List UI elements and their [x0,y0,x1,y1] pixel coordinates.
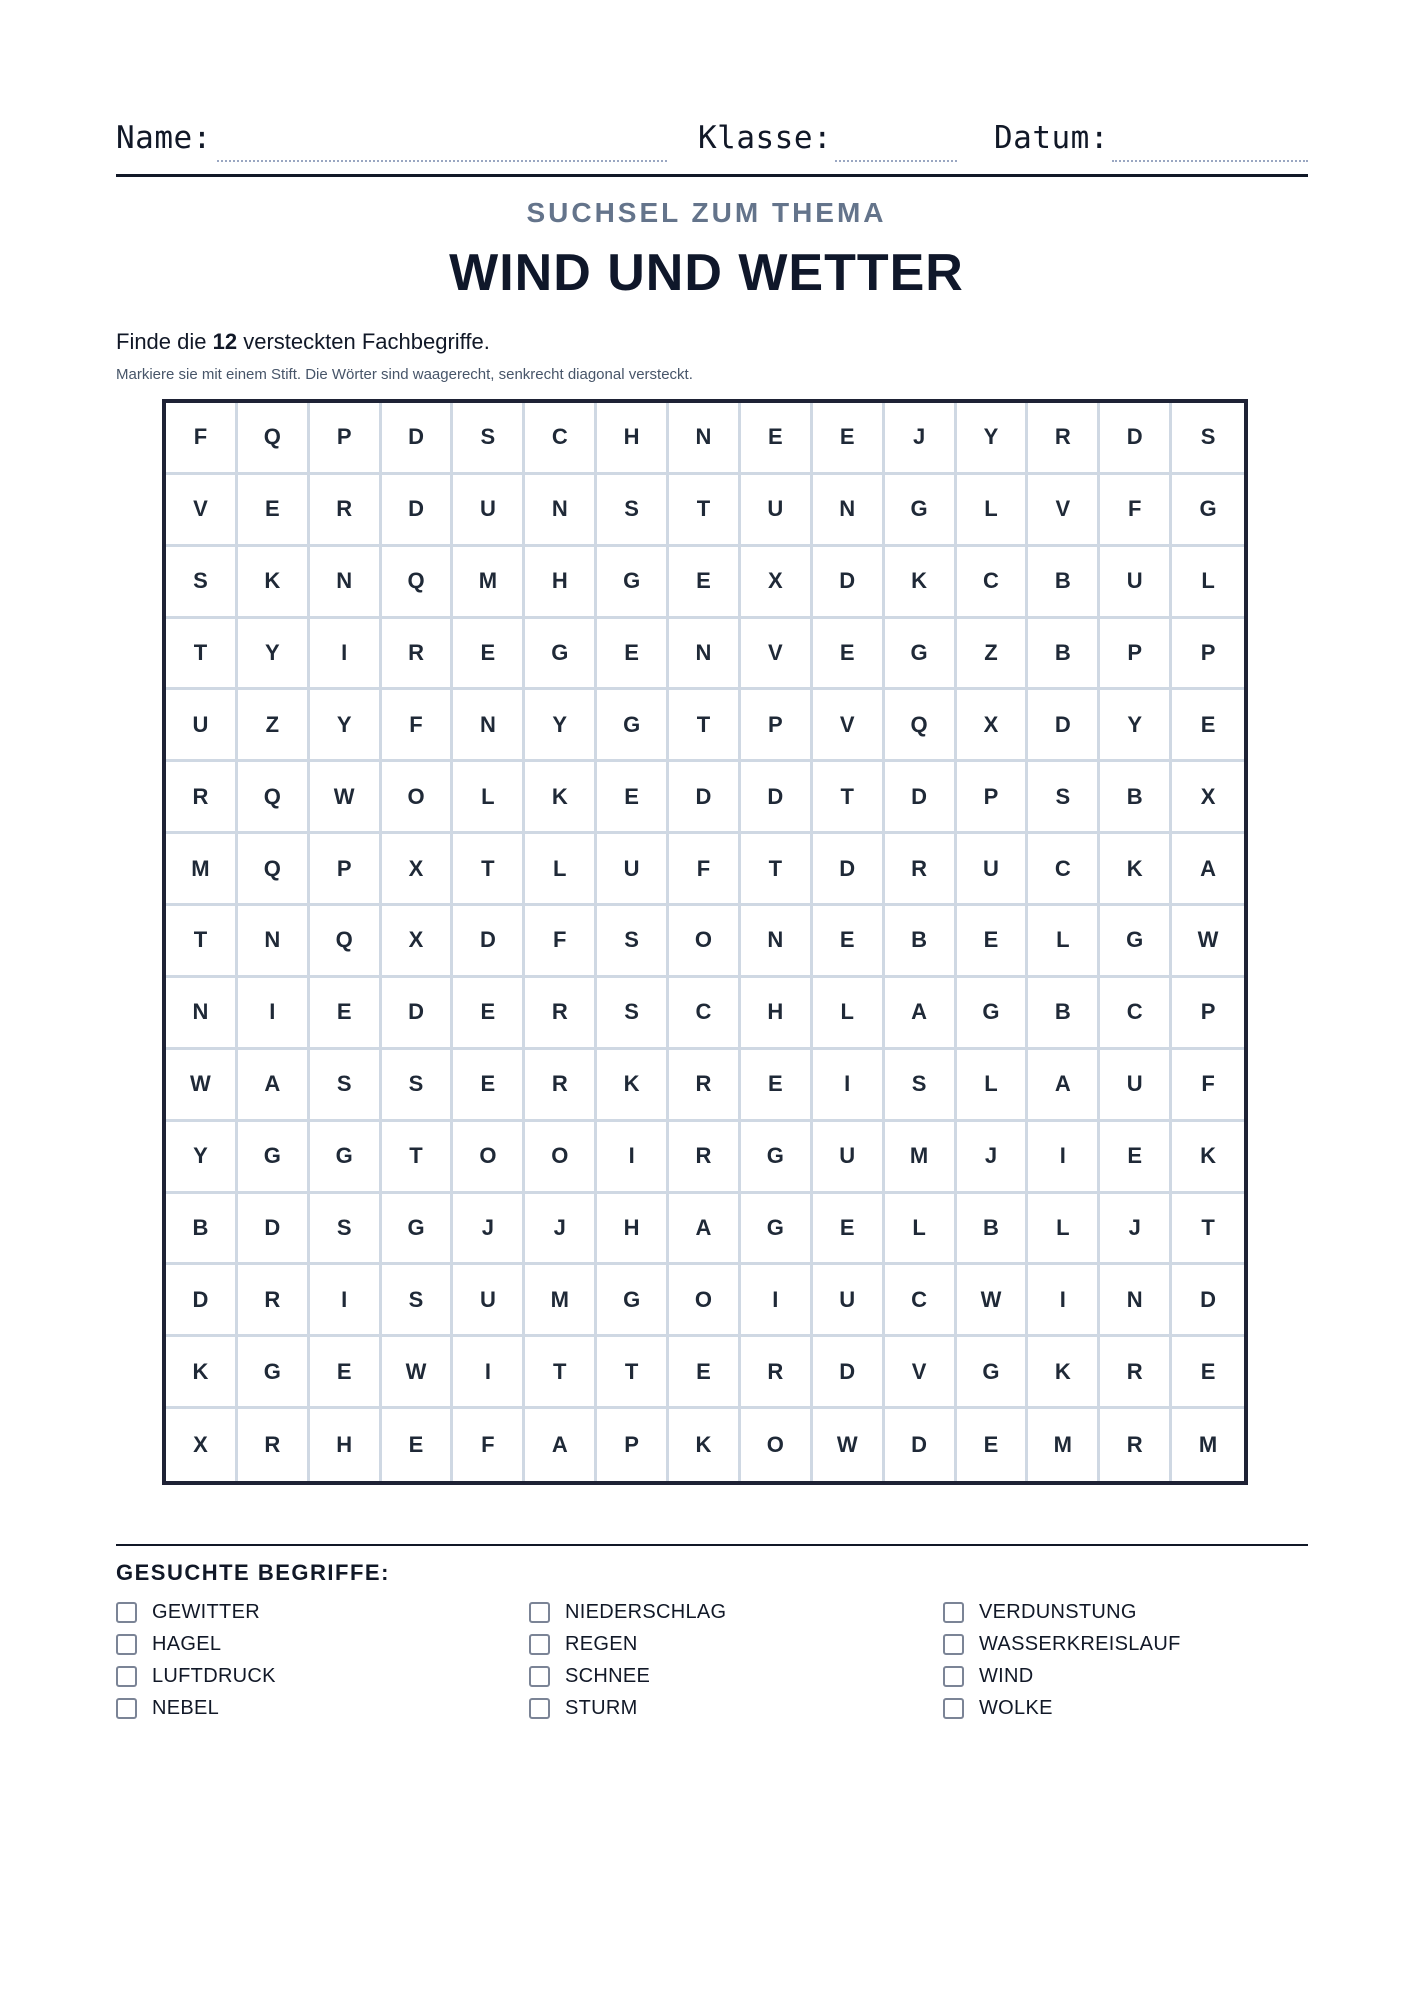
grid-cell[interactable]: Y [525,690,597,762]
grid-cell[interactable]: R [382,619,454,691]
grid-cell[interactable]: K [597,1050,669,1122]
grid-cell[interactable]: R [166,762,238,834]
grid-cell[interactable]: N [1100,1265,1172,1337]
grid-cell[interactable]: K [1100,834,1172,906]
term-item [943,1692,1323,1724]
grid-cell[interactable]: N [741,906,813,978]
grid-cell[interactable]: L [885,1194,957,1266]
grid-cell[interactable]: A [525,1409,597,1481]
grid-cell[interactable]: E [1172,690,1244,762]
grid-cell[interactable]: N [166,978,238,1050]
terms-column [529,1596,909,1724]
grid-cell[interactable]: H [597,403,669,475]
grid-cell[interactable]: B [1028,619,1100,691]
grid-cell[interactable]: U [813,1122,885,1194]
grid-cell[interactable]: V [813,690,885,762]
grid-cell[interactable]: W [957,1265,1029,1337]
grid-cell[interactable]: R [1100,1337,1172,1409]
grid-cell[interactable]: E [813,906,885,978]
grid-cell[interactable]: M [1028,1409,1100,1481]
grid-cell[interactable]: G [382,1194,454,1266]
grid-cell[interactable]: G [597,547,669,619]
grid-cell[interactable]: P [741,690,813,762]
grid-cell[interactable]: D [813,1337,885,1409]
grid-cell[interactable]: O [741,1409,813,1481]
letter-grid [162,399,1248,1485]
grid-cell[interactable]: T [669,690,741,762]
grid-cell[interactable]: E [957,906,1029,978]
grid-cell[interactable]: D [238,1194,310,1266]
grid-cell[interactable]: E [238,475,310,547]
grid-cell[interactable]: I [1028,1265,1100,1337]
grid-cell[interactable]: R [741,1337,813,1409]
grid-cell[interactable]: A [669,1194,741,1266]
grid-cell[interactable]: K [525,762,597,834]
grid-cell[interactable]: U [957,834,1029,906]
grid-cell[interactable]: E [813,619,885,691]
grid-cell[interactable]: D [741,762,813,834]
grid-cell[interactable]: A [1172,834,1244,906]
class-label: Klasse: [698,120,833,156]
grid-cell[interactable]: E [1100,1122,1172,1194]
grid-cell[interactable]: H [310,1409,382,1481]
instructions-suffix: versteckten Fachbegriffe. [237,329,490,354]
grid-cell[interactable]: E [669,1337,741,1409]
grid-cell[interactable]: E [597,762,669,834]
grid-cell[interactable]: O [453,1122,525,1194]
grid-cell[interactable]: I [741,1265,813,1337]
grid-cell[interactable]: M [453,547,525,619]
grid-cell[interactable]: N [813,475,885,547]
grid-cell[interactable]: D [382,978,454,1050]
grid-cell[interactable]: G [741,1122,813,1194]
grid-cell[interactable]: F [1100,475,1172,547]
grid-cell[interactable]: E [310,978,382,1050]
grid-cell[interactable]: U [741,475,813,547]
grid-cell[interactable]: S [885,1050,957,1122]
term-item [116,1596,496,1628]
term-item [529,1596,909,1628]
term-item [943,1660,1323,1692]
grid-cell[interactable]: P [310,834,382,906]
grid-cell[interactable]: G [885,619,957,691]
grid-cell[interactable]: Y [1100,690,1172,762]
grid-cell[interactable]: R [669,1122,741,1194]
grid-cell[interactable]: U [1100,547,1172,619]
grid-cell[interactable]: S [597,906,669,978]
grid-cell[interactable]: D [382,475,454,547]
grid-cell[interactable]: P [1172,978,1244,1050]
grid-cell[interactable]: S [453,403,525,475]
grid-cell[interactable]: D [166,1265,238,1337]
grid-cell[interactable]: T [166,906,238,978]
grid-cell[interactable]: M [166,834,238,906]
term-label: NEBEL [152,1696,220,1719]
grid-cell[interactable]: N [238,906,310,978]
grid-cell[interactable]: P [1100,619,1172,691]
grid-cell[interactable]: N [669,403,741,475]
class-field[interactable] [835,160,957,162]
grid-cell[interactable]: C [885,1265,957,1337]
grid-cell[interactable]: Q [310,906,382,978]
grid-cell[interactable]: L [453,762,525,834]
grid-cell[interactable]: X [382,834,454,906]
grid-cell[interactable]: I [597,1122,669,1194]
grid-cell[interactable]: U [453,475,525,547]
name-field[interactable] [217,160,667,162]
instructions-hint: Markiere sie mit einem Stift. Die Wörter sind waagerecht, senkrecht diagonal versteckt. [116,366,693,383]
grid-cell[interactable]: J [453,1194,525,1266]
grid-cell[interactable]: T [669,475,741,547]
grid-cell[interactable]: N [669,619,741,691]
grid-cell[interactable]: I [813,1050,885,1122]
grid-cell[interactable]: L [525,834,597,906]
grid-cell[interactable]: C [669,978,741,1050]
grid-cell[interactable]: Q [238,403,310,475]
grid-cell[interactable]: E [382,1409,454,1481]
grid-cell[interactable]: U [453,1265,525,1337]
grid-cell[interactable]: G [310,1122,382,1194]
term-label: STURM [565,1696,638,1719]
instructions [116,329,490,355]
terms-column [943,1596,1323,1724]
grid-cell[interactable]: R [525,978,597,1050]
grid-cell[interactable]: L [1028,906,1100,978]
grid-cell[interactable]: Q [885,690,957,762]
grid-cell[interactable]: O [382,762,454,834]
grid-cell[interactable]: G [238,1337,310,1409]
grid-cell[interactable]: I [453,1337,525,1409]
term-label: HAGEL [152,1632,222,1655]
term-label: WOLKE [979,1696,1053,1719]
grid-cell[interactable]: V [885,1337,957,1409]
grid-cell[interactable]: K [238,547,310,619]
grid-cell[interactable]: E [453,978,525,1050]
term-label: GEWITTER [152,1600,260,1623]
grid-cell[interactable]: K [1028,1337,1100,1409]
term-checkbox[interactable] [116,1698,137,1719]
grid-cell[interactable]: R [1028,403,1100,475]
grid-cell[interactable]: Q [238,834,310,906]
grid-cell[interactable]: K [669,1409,741,1481]
grid-cell[interactable]: Y [957,403,1029,475]
term-item [943,1596,1323,1628]
grid-cell[interactable]: S [1028,762,1100,834]
term-label: WASSERKREISLAUF [979,1632,1181,1655]
term-item [116,1628,496,1660]
grid-cell[interactable]: G [957,1337,1029,1409]
grid-cell[interactable]: B [957,1194,1029,1266]
grid-cell[interactable]: T [525,1337,597,1409]
grid-cell[interactable]: S [310,1194,382,1266]
grid-cell[interactable]: S [597,475,669,547]
term-label: NIEDERSCHLAG [565,1600,727,1623]
grid-cell[interactable]: D [382,403,454,475]
term-item [529,1628,909,1660]
grid-cell[interactable]: R [310,475,382,547]
grid-cell[interactable]: P [597,1409,669,1481]
grid-cell[interactable]: B [1028,978,1100,1050]
grid-cell[interactable]: U [166,690,238,762]
term-checkbox[interactable] [943,1698,964,1719]
grid-cell[interactable]: R [1100,1409,1172,1481]
grid-cell[interactable]: W [1172,906,1244,978]
grid-cell[interactable]: H [525,547,597,619]
term-checkbox[interactable] [529,1634,550,1655]
grid-cell[interactable]: E [741,403,813,475]
grid-cell[interactable]: B [1028,547,1100,619]
grid-cell[interactable]: A [238,1050,310,1122]
grid-cell[interactable]: N [310,547,382,619]
grid-cell[interactable]: T [453,834,525,906]
grid-cell[interactable]: S [382,1050,454,1122]
page-title: WIND UND WETTER [449,244,964,302]
grid-cell[interactable]: K [1172,1122,1244,1194]
header-fields [116,118,1308,166]
term-label: SCHNEE [565,1664,651,1687]
grid-cell[interactable]: A [1028,1050,1100,1122]
grid-cell[interactable]: G [1100,906,1172,978]
term-checkbox[interactable] [116,1666,137,1687]
term-checkbox[interactable] [529,1666,550,1687]
grid-cell[interactable]: D [1172,1265,1244,1337]
grid-cell[interactable]: M [525,1265,597,1337]
grid-cell[interactable]: V [166,475,238,547]
grid-cell[interactable]: G [238,1122,310,1194]
grid-cell[interactable]: I [1028,1122,1100,1194]
grid-cell[interactable]: R [885,834,957,906]
term-label: REGEN [565,1632,638,1655]
term-checkbox[interactable] [116,1634,137,1655]
grid-cell[interactable]: R [238,1265,310,1337]
term-checkbox[interactable] [529,1602,550,1623]
grid-cell[interactable]: D [885,1409,957,1481]
grid-cell[interactable]: A [885,978,957,1050]
grid-cell[interactable]: I [310,619,382,691]
term-label: WIND [979,1664,1034,1687]
terms-column [116,1596,496,1724]
grid-cell[interactable]: K [885,547,957,619]
date-field[interactable] [1112,160,1308,162]
grid-cell[interactable]: B [885,906,957,978]
grid-cell[interactable]: U [1100,1050,1172,1122]
grid-cell[interactable]: J [885,403,957,475]
grid-cell[interactable]: H [597,1194,669,1266]
grid-cell[interactable]: C [1028,834,1100,906]
term-checkbox[interactable] [943,1666,964,1687]
grid-cell[interactable]: L [813,978,885,1050]
term-checkbox[interactable] [116,1602,137,1623]
term-count: 12 [212,329,238,354]
grid-cell[interactable]: W [310,762,382,834]
grid-cell[interactable]: K [166,1337,238,1409]
grid-cell[interactable]: Z [238,690,310,762]
grid-cell[interactable]: E [597,619,669,691]
grid-cell[interactable]: M [1198,1432,1218,1458]
grid-cell[interactable]: G [597,1265,669,1337]
grid-cell[interactable]: J [1100,1194,1172,1266]
grid-cell[interactable]: G [597,690,669,762]
grid-cell[interactable]: X [957,690,1029,762]
grid-cell[interactable]: H [741,978,813,1050]
grid-cell[interactable]: E [310,1337,382,1409]
grid-cell[interactable]: X [741,547,813,619]
grid-cell[interactable]: C [1100,978,1172,1050]
grid-cell[interactable]: J [525,1194,597,1266]
grid-cell[interactable]: I [310,1265,382,1337]
grid-cell[interactable]: T [382,1122,454,1194]
term-checkbox[interactable] [529,1698,550,1719]
grid-cell[interactable]: T [813,762,885,834]
grid-cell[interactable]: D [1028,690,1100,762]
grid-cell[interactable]: D [813,834,885,906]
grid-cell[interactable]: O [669,1265,741,1337]
grid-cell[interactable]: O [669,906,741,978]
date-label: Datum: [994,120,1109,156]
grid-cell[interactable]: S [597,978,669,1050]
term-item [529,1692,909,1724]
grid-cell[interactable]: F [453,1409,525,1481]
grid-cell[interactable]: C [525,403,597,475]
grid-cell[interactable]: R [669,1050,741,1122]
grid-cell[interactable]: Q [238,762,310,834]
name-label: Name: [116,120,212,156]
grid-cell[interactable]: B [166,1194,238,1266]
grid-cell[interactable]: P [957,762,1029,834]
grid-cell[interactable]: W [166,1050,238,1122]
grid-cell[interactable]: N [453,690,525,762]
term-item [116,1692,496,1724]
term-item [529,1660,909,1692]
terms-divider [116,1544,1308,1546]
grid-cell[interactable]: E [1172,1337,1244,1409]
grid-cell[interactable]: S [310,1050,382,1122]
instructions-prefix: Finde die [116,329,213,354]
grid-cell[interactable]: G [741,1194,813,1266]
grid-cell[interactable]: Y [310,690,382,762]
grid-cell[interactable]: Y [166,1122,238,1194]
grid-cell[interactable]: V [741,619,813,691]
grid-cell[interactable]: L [1028,1194,1100,1266]
grid-cell[interactable]: D [453,906,525,978]
grid-cell[interactable]: F [1172,1050,1244,1122]
grid-cell[interactable]: T [741,834,813,906]
term-checkbox[interactable] [943,1602,964,1623]
grid-cell[interactable]: G [1172,475,1244,547]
grid-cell[interactable]: T [166,619,238,691]
grid-cell[interactable]: G [957,978,1029,1050]
grid-cell[interactable]: S [382,1265,454,1337]
grid-cell[interactable]: C [957,547,1029,619]
grid-cell[interactable]: E [669,547,741,619]
term-item [116,1660,496,1692]
term-checkbox[interactable] [943,1634,964,1655]
grid-cell[interactable]: M [885,1122,957,1194]
grid-cell[interactable]: G [525,619,597,691]
grid-cell[interactable]: P [310,403,382,475]
grid-cell[interactable]: U [813,1265,885,1337]
grid-cell[interactable]: D [1100,403,1172,475]
term-label: LUFTDRUCK [152,1664,276,1687]
grid-cell[interactable]: E [453,1050,525,1122]
grid-cell[interactable]: O [525,1122,597,1194]
grid-cell[interactable]: D [885,762,957,834]
grid-cell[interactable]: J [957,1122,1029,1194]
grid-cell[interactable]: D [813,547,885,619]
grid-cell[interactable]: T [597,1337,669,1409]
grid-cell[interactable]: Z [957,619,1029,691]
terms-heading: GESUCHTE BEGRIFFE: [116,1560,390,1585]
grid-cell[interactable]: W [382,1337,454,1409]
term-item [943,1628,1323,1660]
term-label: VERDUNSTUNG [979,1600,1137,1623]
header-divider [116,174,1308,177]
grid-cell[interactable]: Q [382,547,454,619]
grid-cell[interactable]: N [525,475,597,547]
grid-cell[interactable]: X [382,906,454,978]
grid-cell[interactable]: E [957,1409,1029,1481]
grid-cell[interactable]: S [166,547,238,619]
page-subtitle: SUCHSEL ZUM THEMA [526,197,887,228]
grid-cell[interactable]: D [669,762,741,834]
grid-cell[interactable]: S [1172,403,1244,475]
grid-cell[interactable]: G [885,475,957,547]
grid-cell[interactable]: R [238,1409,310,1481]
grid-cell[interactable]: E [453,619,525,691]
grid-cell[interactable]: L [957,475,1029,547]
grid-cell[interactable]: E [813,403,885,475]
grid-cell[interactable]: F [669,834,741,906]
grid-cell[interactable]: L [1172,547,1244,619]
grid-cell[interactable]: Y [238,619,310,691]
grid-cell[interactable]: U [597,834,669,906]
grid-cell[interactable]: V [1028,475,1100,547]
grid-cell[interactable]: W [813,1409,885,1481]
grid-cell[interactable]: X [166,1409,238,1481]
grid-cell[interactable]: P [1172,619,1244,691]
grid-cell[interactable]: F [525,906,597,978]
grid-cell[interactable]: F [382,690,454,762]
grid-cell[interactable]: B [1100,762,1172,834]
grid-cell[interactable]: E [741,1050,813,1122]
grid-cell[interactable]: F [166,403,238,475]
grid-cell[interactable]: R [525,1050,597,1122]
grid-cell[interactable]: E [813,1194,885,1266]
grid-cell[interactable]: I [238,978,310,1050]
grid-cell[interactable]: L [957,1050,1029,1122]
grid-cell[interactable]: T [1172,1194,1244,1266]
grid-cell[interactable]: X [1172,762,1244,834]
